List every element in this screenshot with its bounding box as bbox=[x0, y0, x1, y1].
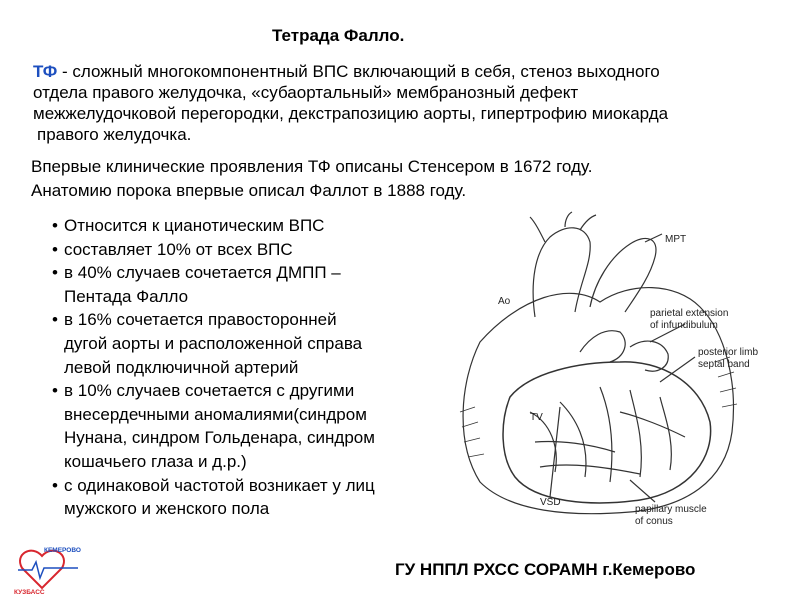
logo-text-top: КЕМЕРОВО bbox=[44, 547, 81, 554]
opened-ventricle bbox=[503, 362, 711, 503]
definition-line-1 bbox=[33, 61, 783, 82]
label-parietal-2: of infundibulum bbox=[650, 320, 718, 331]
bullet-text: в 10% случаев сочетается с другими bbox=[64, 381, 355, 401]
leader-papillary bbox=[630, 480, 655, 502]
label-posterior-2: septal band bbox=[698, 359, 750, 370]
label-papillary-1: papillary muscle bbox=[635, 504, 707, 515]
definition-paragraph bbox=[33, 61, 783, 145]
bullet-line bbox=[52, 474, 452, 498]
leader-vsd bbox=[550, 407, 560, 497]
bullet-item bbox=[52, 308, 452, 379]
pulmonary-trunk bbox=[590, 238, 656, 312]
bullet-line bbox=[52, 356, 452, 380]
bullet-text: Пентада Фалло bbox=[64, 286, 189, 306]
bullet-item bbox=[52, 238, 452, 262]
center-logo bbox=[12, 540, 84, 596]
bullet-line bbox=[52, 403, 452, 427]
bullet-line bbox=[52, 261, 452, 285]
facts-bullet-list bbox=[52, 214, 452, 521]
bullet-dot-icon: • bbox=[52, 475, 58, 495]
definition-line-3: межжелудочковой перегородки, декстрапозицию аорты, гипертрофию миокарда bbox=[33, 104, 669, 123]
bullet-text: в 16% сочетается правосторонней bbox=[64, 310, 337, 330]
logo-text-left: КУЗБАСС bbox=[14, 589, 45, 596]
bullet-text: в 40% случаев сочетается ДМПП – bbox=[64, 263, 341, 283]
bullet-line bbox=[52, 238, 452, 262]
slide-title: Тетрада Фалло. bbox=[272, 26, 405, 45]
bullet-text: составляет 10% от всех ВПС bbox=[64, 239, 293, 259]
bullet-line bbox=[52, 214, 452, 238]
bullet-dot-icon: • bbox=[52, 263, 58, 283]
history-line-1: Впервые клинические проявления ТФ описаны Стенсером в 1672 году. bbox=[31, 157, 593, 176]
definition-line-1-text: - сложный многокомпонентный ВПС включающий в себя, стеноз выходного bbox=[57, 62, 660, 81]
bullet-line bbox=[52, 426, 452, 450]
bullet-text: Относится к цианотическим ВПС bbox=[64, 216, 325, 235]
history-paragraph bbox=[31, 155, 592, 203]
heart-anatomy-illustration bbox=[440, 212, 759, 537]
bullet-dot-icon: • bbox=[52, 381, 58, 401]
aorta bbox=[533, 228, 590, 317]
history-line-2: Анатомию порока впервые описал Фаллот в 1888 году. bbox=[31, 181, 467, 200]
label-mpt: MPT bbox=[665, 234, 687, 245]
bullet-line bbox=[52, 497, 452, 521]
bullet-text: Нунана, синдром Гольденара, синдром bbox=[64, 428, 375, 448]
bullet-line bbox=[52, 450, 452, 474]
bullet-text: кошачьего глаза и д.р.) bbox=[64, 451, 247, 471]
label-parietal-1: parietal extension bbox=[650, 308, 729, 319]
bullet-text: внесердечными аномалиями(синдром bbox=[64, 404, 367, 424]
label-ao: Ao bbox=[498, 296, 511, 307]
bullet-text: мужского и женского пола bbox=[64, 499, 270, 519]
bullet-line bbox=[52, 379, 452, 403]
label-vsd: VSD bbox=[540, 497, 561, 508]
label-posterior-1: posterior limb bbox=[698, 347, 759, 358]
bullet-line bbox=[52, 308, 452, 332]
bullet-dot-icon: • bbox=[52, 216, 58, 235]
institution-footer: ГУ НППЛ РХСС СОРАМН г.Кемерово bbox=[395, 560, 696, 579]
tf-abbreviation: ТФ bbox=[33, 62, 58, 81]
bullet-dot-icon: • bbox=[52, 310, 58, 330]
logo-pulse-icon bbox=[18, 562, 78, 578]
bullet-item bbox=[52, 261, 452, 308]
label-tv: TV bbox=[530, 412, 543, 423]
definition-line-2: отдела правого желудочка, «субаортальный» мембранозный дефект bbox=[33, 83, 579, 102]
bullet-line bbox=[52, 285, 452, 309]
bullet-line bbox=[52, 332, 452, 356]
bullet-text: с одинаковой частотой возникает у лиц bbox=[64, 475, 375, 495]
bullet-dot-icon: • bbox=[52, 239, 58, 259]
bullet-item bbox=[52, 214, 452, 238]
label-papillary-2: of conus bbox=[635, 516, 673, 527]
bullet-text: дугой аорты и расположенной справа bbox=[64, 333, 363, 353]
bullet-item bbox=[52, 379, 452, 473]
bullet-item bbox=[52, 474, 452, 521]
definition-line-4: правого желудочка. bbox=[37, 125, 192, 144]
bullet-text: левой подключичной артерий bbox=[64, 357, 299, 377]
